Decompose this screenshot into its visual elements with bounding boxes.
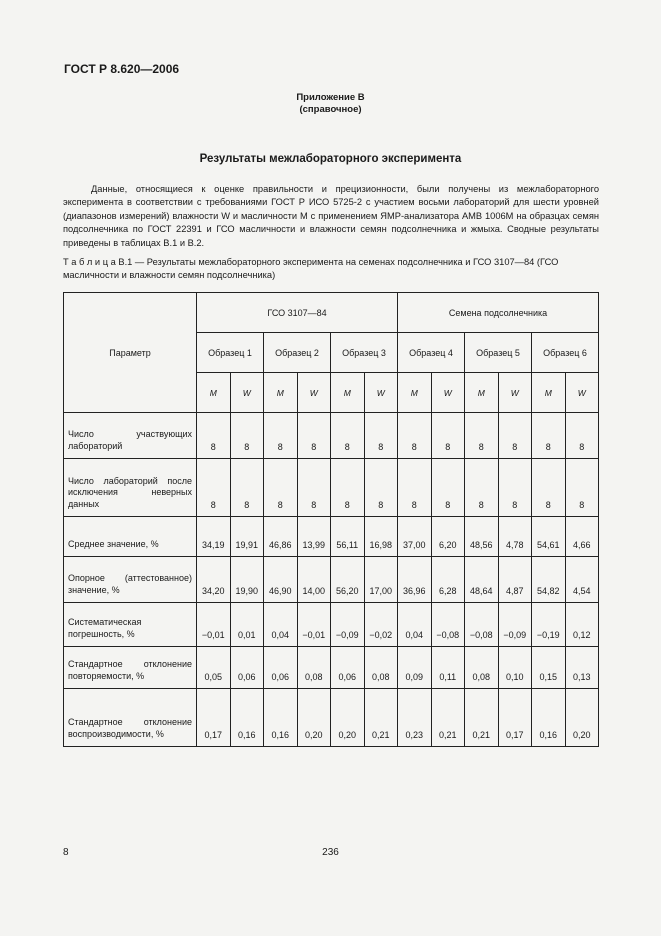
sub-header: M xyxy=(398,373,432,413)
row-label: Стандартное отклонение воспроизводимости, % xyxy=(64,689,197,747)
sample-header: Образец 5 xyxy=(465,333,532,373)
table-cell: 0,23 xyxy=(398,689,432,747)
table-cell: 0,08 xyxy=(465,647,499,689)
table-cell: 8 xyxy=(431,413,465,459)
table-cell: 0,21 xyxy=(364,689,398,747)
table-body xyxy=(64,413,599,747)
table-cell: 46,90 xyxy=(264,557,298,603)
table-cell: −0,09 xyxy=(331,603,365,647)
table-cell: 8 xyxy=(398,413,432,459)
table-cell: 0,10 xyxy=(498,647,532,689)
appendix-subtitle: (справочное) xyxy=(299,104,362,115)
table-cell: 54,61 xyxy=(532,517,566,557)
sample-header: Образец 1 xyxy=(197,333,264,373)
table-cell: 8 xyxy=(465,459,499,517)
table-cell: 8 xyxy=(197,459,231,517)
table-cell: −0,08 xyxy=(465,603,499,647)
table-cell: 0,08 xyxy=(297,647,331,689)
table-cell: 17,00 xyxy=(364,557,398,603)
appendix-title: Приложение В xyxy=(296,92,365,103)
table-cell: 0,04 xyxy=(398,603,432,647)
intro-paragraph xyxy=(63,183,599,250)
sub-header: M xyxy=(532,373,566,413)
table-cell: 8 xyxy=(230,413,264,459)
sub-header: M xyxy=(465,373,499,413)
table-row xyxy=(64,557,599,603)
table-cell: 8 xyxy=(297,413,331,459)
table-row xyxy=(64,603,599,647)
sub-header: W xyxy=(297,373,331,413)
table-cell: 13,99 xyxy=(297,517,331,557)
table-cell: 8 xyxy=(498,459,532,517)
table-cell: 37,00 xyxy=(398,517,432,557)
table-cell: 0,17 xyxy=(498,689,532,747)
table-cell: −0,19 xyxy=(532,603,566,647)
table-cell: −0,02 xyxy=(364,603,398,647)
table-cell: 8 xyxy=(197,413,231,459)
table-cell: 4,87 xyxy=(498,557,532,603)
table-cell: 8 xyxy=(297,459,331,517)
group-header-seeds: Семена подсолнечника xyxy=(398,293,599,333)
table-cell: 8 xyxy=(364,459,398,517)
table-cell: 8 xyxy=(565,459,599,517)
sub-header: W xyxy=(498,373,532,413)
sub-header: W xyxy=(565,373,599,413)
table-cell: 8 xyxy=(230,459,264,517)
row-label: Систематическая погрешность, % xyxy=(64,603,197,647)
table-cell: 0,09 xyxy=(398,647,432,689)
table-cell: 8 xyxy=(264,459,298,517)
table-cell: 6,28 xyxy=(431,557,465,603)
sub-header: M xyxy=(331,373,365,413)
table-cell: 4,66 xyxy=(565,517,599,557)
sub-header: W xyxy=(431,373,465,413)
table-cell: 34,19 xyxy=(197,517,231,557)
table-cell: 46,86 xyxy=(264,517,298,557)
table-cell: 48,64 xyxy=(465,557,499,603)
row-label: Стандартное отклонение повторяемости, % xyxy=(64,647,197,689)
row-label: Число лабораторий после исключения неверных данных xyxy=(64,459,197,517)
sample-header: Образец 2 xyxy=(264,333,331,373)
table-cell: 0,20 xyxy=(565,689,599,747)
table-row xyxy=(64,459,599,517)
table-row xyxy=(64,647,599,689)
sub-header: M xyxy=(197,373,231,413)
table-cell: 8 xyxy=(532,413,566,459)
table-cell: 0,06 xyxy=(264,647,298,689)
table-cell: 0,06 xyxy=(331,647,365,689)
table-cell: 0,04 xyxy=(264,603,298,647)
table-cell: 0,08 xyxy=(364,647,398,689)
row-label: Число участвующих лабораторий xyxy=(64,413,197,459)
sheet-number: 236 xyxy=(322,847,339,858)
table-cell: 0,11 xyxy=(431,647,465,689)
sample-header: Образец 6 xyxy=(532,333,599,373)
table-cell: 0,21 xyxy=(465,689,499,747)
sub-header: M xyxy=(264,373,298,413)
table-cell: 8 xyxy=(465,413,499,459)
table-cell: 0,20 xyxy=(297,689,331,747)
table-cell: −0,09 xyxy=(498,603,532,647)
table-cell: 0,15 xyxy=(532,647,566,689)
sample-header: Образец 4 xyxy=(398,333,465,373)
table-cell: 16,98 xyxy=(364,517,398,557)
intro-paragraph-text: Данные, относящиеся к оценке правильности и прецизионности, были получены из межлабораторного эксперимента в соответствии с требованиями ГОСТ Р ИСО 5725-2 с участием восьми лабораторий для шести уровней (диапазонов измерений) влажности W и масличности M с применением ЯМР-анализатора АМВ 1006М на образцах семян подсолнечника по ГОСТ 22391 и ГСО масличности и влажности семян подсолнечника и жмыха. Сводные результаты приведены в таблицах В.1 и В.2. xyxy=(63,184,599,248)
table-cell: 8 xyxy=(532,459,566,517)
table-row xyxy=(64,517,599,557)
table-cell: 4,78 xyxy=(498,517,532,557)
table-cell: 0,20 xyxy=(331,689,365,747)
table-cell: 0,01 xyxy=(230,603,264,647)
section-title: Результаты межлабораторного эксперимента xyxy=(199,153,462,165)
table-cell: 8 xyxy=(398,459,432,517)
table-cell: 0,16 xyxy=(532,689,566,747)
table-cell: 0,05 xyxy=(197,647,231,689)
table-cell: 8 xyxy=(431,459,465,517)
results-table xyxy=(63,292,599,747)
table-cell: 56,20 xyxy=(331,557,365,603)
table-cell: 8 xyxy=(331,459,365,517)
table-row xyxy=(64,689,599,747)
table-cell: −0,08 xyxy=(431,603,465,647)
table-cell: 14,00 xyxy=(297,557,331,603)
table-cell: 0,12 xyxy=(565,603,599,647)
table-cell: 8 xyxy=(565,413,599,459)
row-label: Опорное (аттестованное) значение, % xyxy=(64,557,197,603)
table-cell: 4,54 xyxy=(565,557,599,603)
table-cell: 36,96 xyxy=(398,557,432,603)
row-label: Среднее значение, % xyxy=(64,517,197,557)
table-cell: 0,21 xyxy=(431,689,465,747)
group-header-gso: ГСО 3107—84 xyxy=(197,293,398,333)
table-cell: 0,06 xyxy=(230,647,264,689)
table-cell: 19,91 xyxy=(230,517,264,557)
table-cell: 8 xyxy=(498,413,532,459)
table-caption: Т а б л и ц а В.1 — Результаты межлабораторного эксперимента на семенах подсолнечника и ГСО 3107—84 (ГСО масличности и влажности семян подсолнечника) xyxy=(63,257,559,280)
table-cell: 34,20 xyxy=(197,557,231,603)
table-cell: 0,16 xyxy=(264,689,298,747)
page-number: 8 xyxy=(63,847,69,858)
table-cell: 56,11 xyxy=(331,517,365,557)
table-cell: 19,90 xyxy=(230,557,264,603)
table-cell: 54,82 xyxy=(532,557,566,603)
table-cell: 8 xyxy=(364,413,398,459)
table-cell: 0,17 xyxy=(197,689,231,747)
sample-header: Образец 3 xyxy=(331,333,398,373)
standard-code: ГОСТ Р 8.620—2006 xyxy=(64,62,180,76)
table-cell: −0,01 xyxy=(297,603,331,647)
table-cell: 0,13 xyxy=(565,647,599,689)
sub-header: W xyxy=(364,373,398,413)
table-cell: 0,16 xyxy=(230,689,264,747)
param-header: Параметр xyxy=(64,293,197,413)
table-cell: 6,20 xyxy=(431,517,465,557)
table-cell: 48,56 xyxy=(465,517,499,557)
table-row xyxy=(64,413,599,459)
table-cell: 8 xyxy=(331,413,365,459)
table-cell: −0,01 xyxy=(197,603,231,647)
table-cell: 8 xyxy=(264,413,298,459)
table-header-row-groups xyxy=(64,293,599,333)
sub-header: W xyxy=(230,373,264,413)
